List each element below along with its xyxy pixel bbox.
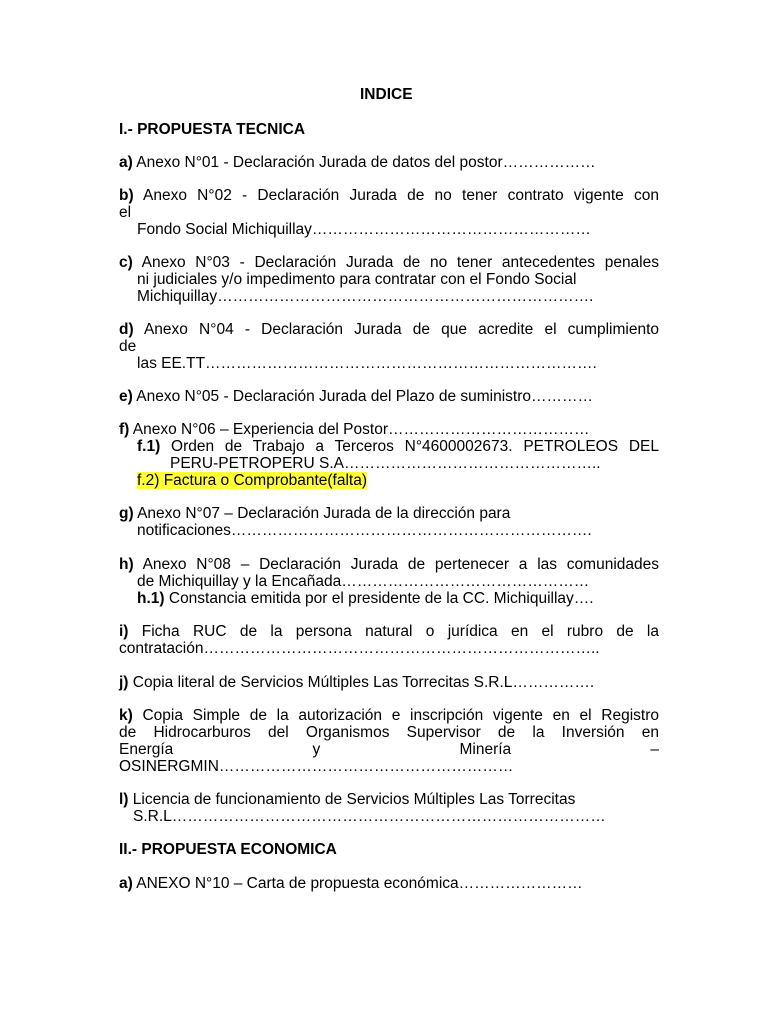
index-title: INDICE: [360, 86, 413, 103]
item-text: Anexo N°07 – Declaración Jurada de la dirección para: [133, 505, 511, 522]
item-tag: k): [119, 707, 133, 724]
item-f1-line2: PERU-PETROPERU S.A…………………………………………..: [170, 455, 601, 472]
item-c-line3: Michiquillay……………………………………………………………….: [137, 288, 594, 305]
item-text: Anexo N°08 – Declaración Jurada de pertenecer a las comunidades: [133, 556, 659, 573]
item-text: Constancia emitida por el presidente de la CC. Michiquillay….: [164, 590, 594, 607]
item-h-line2: de Michiquillay y la Encañada…………………………………………: [137, 573, 590, 590]
item-tag: f.1): [137, 438, 161, 455]
item-tag: g): [119, 505, 134, 522]
item-e: [119, 388, 659, 405]
item-tag: c): [119, 254, 133, 271]
item-tag: h.1): [137, 590, 165, 607]
item-b-line3: Fondo Social Michiquillay………………………………………………: [137, 221, 591, 238]
item-text: Licencia de funcionamiento de Servicios Múltiples Las Torrecitas: [128, 791, 576, 808]
item-f2: [137, 472, 659, 489]
item-c-line1: [119, 254, 659, 271]
item-d-line3: las EE.TT………………………………………………………………….: [137, 355, 597, 372]
item-h1: [137, 590, 659, 607]
item-a-economic: [119, 875, 659, 892]
item-text: Anexo N°04 - Declaración Jurada de que acredite el cumplimiento: [133, 321, 659, 338]
highlighted-missing-note: f.2) Factura o Comprobante(falta): [137, 472, 368, 489]
item-f1-line1: [137, 438, 659, 455]
section-heading-economic: II.- PROPUESTA ECONOMICA: [119, 841, 337, 858]
item-text: Anexo N°05 - Declaración Jurada del Plazo de suministro…………: [132, 388, 594, 405]
item-i-line2: contratación…………………………………………………………………..: [119, 640, 600, 657]
item-tag: e): [119, 388, 133, 405]
item-k-line1: [119, 707, 659, 724]
item-a: [119, 154, 659, 171]
item-text: Anexo N°02 - Declaración Jurada de no tener contrato vigente con: [133, 187, 659, 204]
item-b-line2: el: [119, 204, 132, 221]
item-text: Anexo N°06 – Experiencia del Postor…………………………………: [129, 421, 590, 438]
item-tag: j): [119, 674, 129, 691]
section-heading-technical: I.- PROPUESTA TECNICA: [119, 121, 306, 138]
item-tag: l): [119, 791, 129, 808]
item-k-line3: Energía y Minería –: [119, 741, 659, 758]
item-d-line1: [119, 321, 659, 338]
item-tag: h): [119, 556, 134, 573]
item-text: Copia literal de Servicios Múltiples Las Torrecitas S.R.L…………….: [128, 674, 595, 691]
item-h-line1: [119, 556, 659, 573]
item-i-line1: [119, 623, 659, 640]
item-text: Ficha RUC de la persona natural o jurídica en el rubro de la: [128, 623, 659, 640]
item-k-line2: de Hidrocarburos del Organismos Supervisor de la Inversión en: [119, 724, 659, 741]
item-text: Anexo N°01 - Declaración Jurada de datos del postor………………: [132, 154, 596, 171]
item-c-line2: ni judiciales y/o impedimento para contratar con el Fondo Social: [137, 271, 577, 288]
item-g-line1: [119, 505, 659, 522]
item-tag: f): [119, 421, 130, 438]
item-text: Anexo N°03 - Declaración Jurada de no tener antecedentes penales: [132, 254, 659, 271]
item-l-line2: S.R.L…………………………………………………………………………: [133, 808, 606, 825]
item-j: [119, 674, 659, 691]
item-tag: a): [119, 875, 133, 892]
item-d-line2: de: [119, 338, 137, 355]
item-tag: d): [119, 321, 134, 338]
item-text: Copia Simple de la autorización e inscripción vigente en el Registro: [132, 707, 659, 724]
item-text: ANEXO N°10 – Carta de propuesta económica……………………: [132, 875, 583, 892]
item-b-line1: [119, 187, 659, 204]
item-text: Orden de Trabajo a Terceros N°4600002673. PETROLEOS DEL: [160, 438, 659, 455]
item-f: [119, 421, 659, 438]
item-tag: i): [119, 623, 129, 640]
item-g-line2: notificaciones…………………………………………………………….: [137, 522, 592, 539]
item-tag: a): [119, 154, 133, 171]
item-tag: b): [119, 187, 134, 204]
item-k-line4: OSINERGMIN…………………………………………………: [119, 758, 514, 775]
item-l-line1: [119, 791, 659, 808]
